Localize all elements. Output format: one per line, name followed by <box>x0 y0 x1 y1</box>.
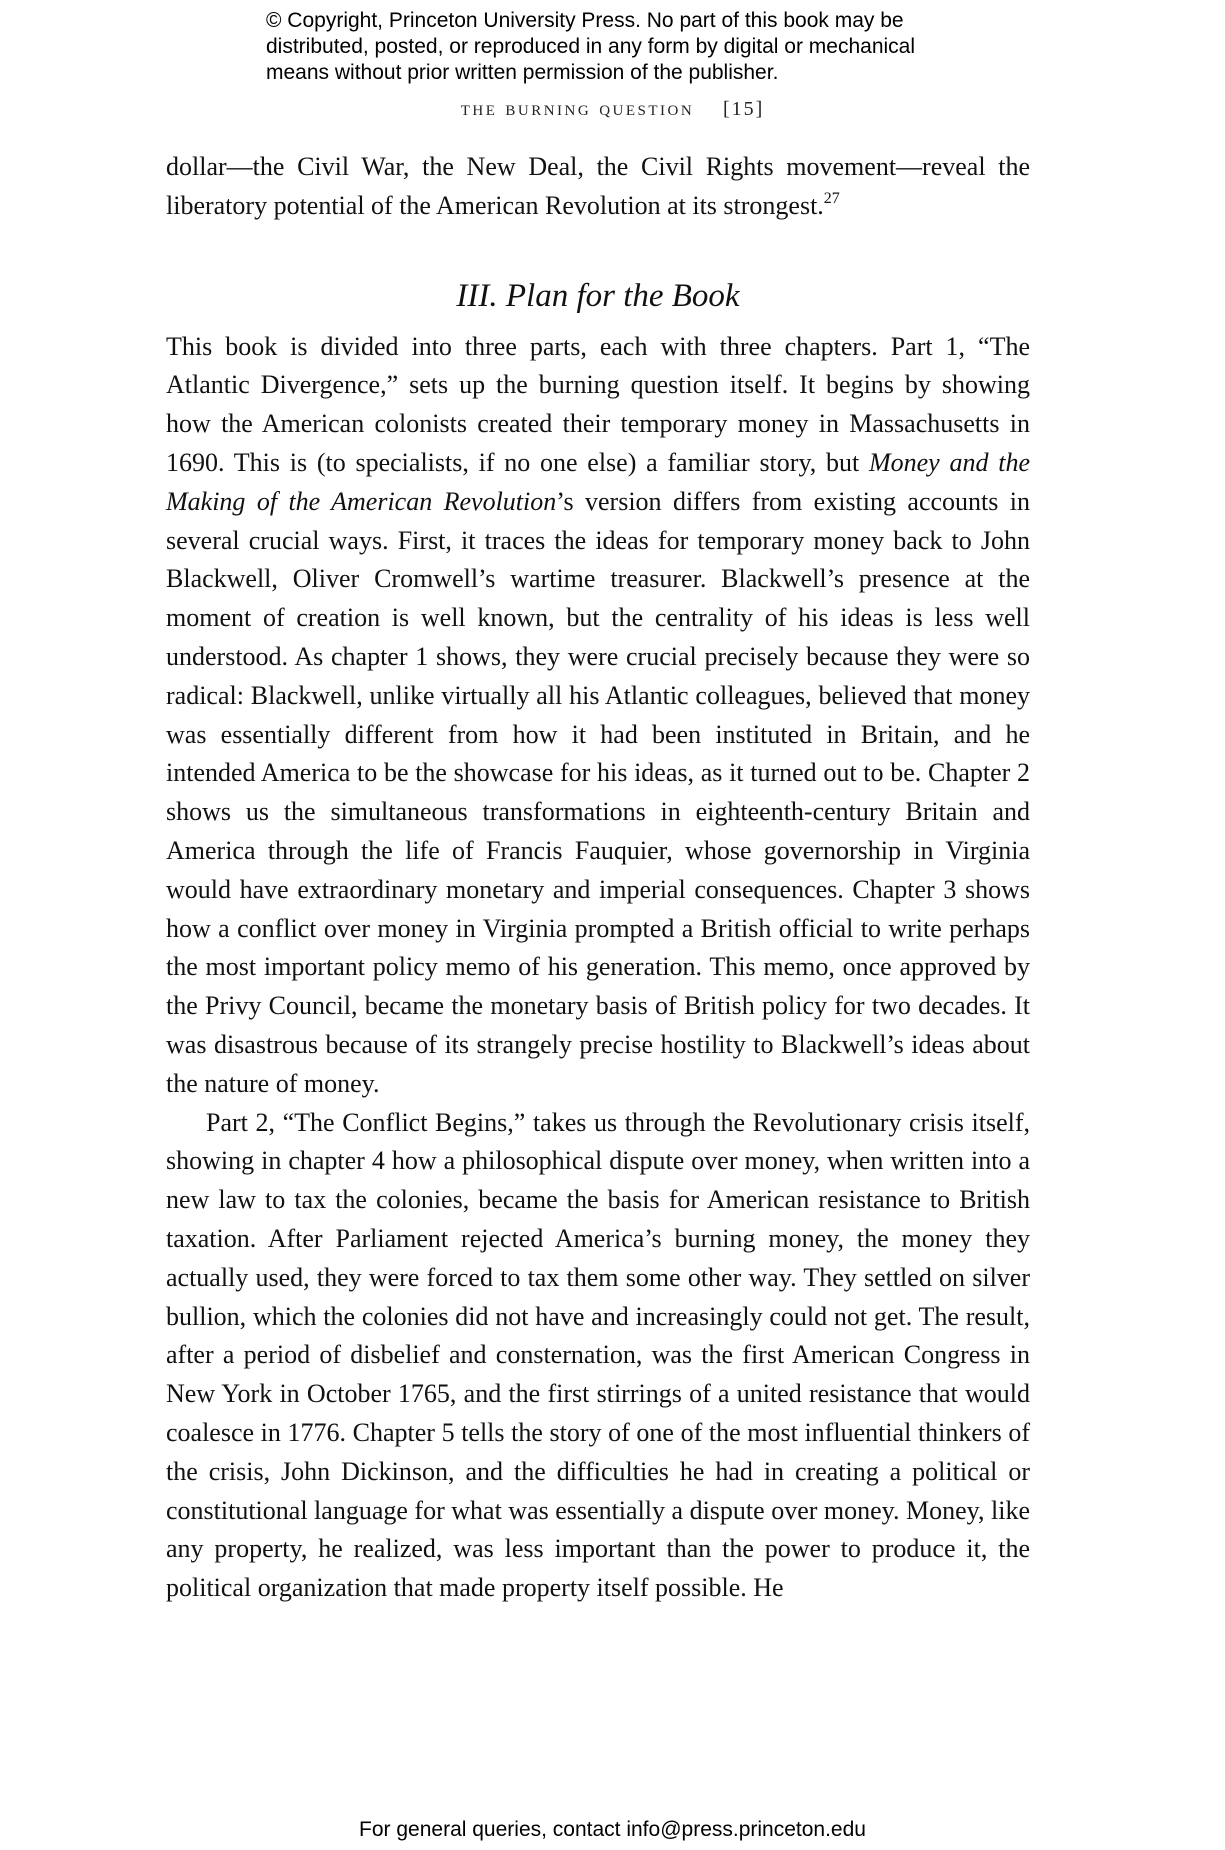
copyright-notice <box>266 8 966 86</box>
book-title-italic: Money and the Making of the American Revolution <box>166 447 1030 516</box>
section-heading: III. Plan for the Book <box>456 277 740 314</box>
copyright-line-2: distributed, posted, or reproduced in any form by digital or mechanical <box>266 35 916 58</box>
paragraph-part-one <box>166 328 1030 1104</box>
page-body <box>166 148 1030 1608</box>
footer-contact: For general queries, contact info@press.princeton.edu <box>359 1818 866 1841</box>
opening-text: dollar—the Civil War, the New Deal, the Civil Rights movement—reveal the liberatory potential of the American Revolution at its strongest. <box>166 152 1030 220</box>
opening-paragraph <box>166 148 1030 226</box>
running-head-title: the burning question <box>460 95 695 120</box>
paragraph-part-one-text-b: ’s version differs from existing accounts in several crucial ways. First, it traces the ideas for temporary money back to John Blackwell, Oliver Cromwell’s wartime treasurer. Blackwell’s presence at the moment of creation is well known, but the centrality of his ideas is less well understood. As chapter 1 shows, they were crucial precisely because they were so radical: Blackwell, unlike virtually all his Atlantic colleagues, believed that money was essentially different from how it had been instituted in Britain, and he intended America to be the showcase for his ideas, as it turned out to be. Chapter 2 shows us the simultaneous transformations in eighteenth-century Britain and America through the life of Francis Fauquier, whose governorship in Virginia would have extraordinary monetary and imperial consequences. Chapter 3 shows how a conflict over money in Virginia prompted a British official to write perhaps the most important policy memo of his generation. This memo, once approved by the Privy Council, became the monetary basis of British policy for two decades. It was disastrous because of its strangely precise hostility to Blackwell’s ideas about the nature of money. <box>166 486 1030 1098</box>
page-number: [15] <box>722 98 765 120</box>
copyright-line-1: © Copyright, Princeton University Press. No part of this book may be <box>266 9 904 32</box>
running-head <box>0 95 1225 121</box>
paragraph-part-two: Part 2, “The Conflict Begins,” takes us through the Revolutionary crisis itself, showing in chapter 4 how a philosophical dispute over money, when written into a new law to tax the colonies, became the basis for American resistance to British taxation. After Parliament rejected America’s burning money, the money they actually used, they were forced to tax them some other way. They settled on silver bullion, which the colonies did not have and increasingly could not get. The result, after a period of disbelief and consternation, was the first American Congress in New York in October 1765, and the first stirrings of a united resistance that would coalesce in 1776. Chapter 5 tells the story of one of the most influential thinkers of the crisis, John Dickinson, and the difficulties he had in creating a political or constitutional language for what was essentially a dispute over money. Money, like any property, he realized, was less important than the power to produce it, the political organization that made property itself possible. He <box>166 1107 1030 1603</box>
copyright-line-3: means without prior written permission of the publisher. <box>266 61 779 84</box>
paragraph-part-one-text-a: This book is divided into three parts, each with three chapters. Part 1, “The Atlantic Divergence,” sets up the burning question itself. It begins by showing how the American colonists created their temporary money in Massachusetts in 1690. This is (to specialists, if no one else) a familiar story, but <box>166 331 1030 477</box>
footnote-marker: 27 <box>823 189 840 207</box>
